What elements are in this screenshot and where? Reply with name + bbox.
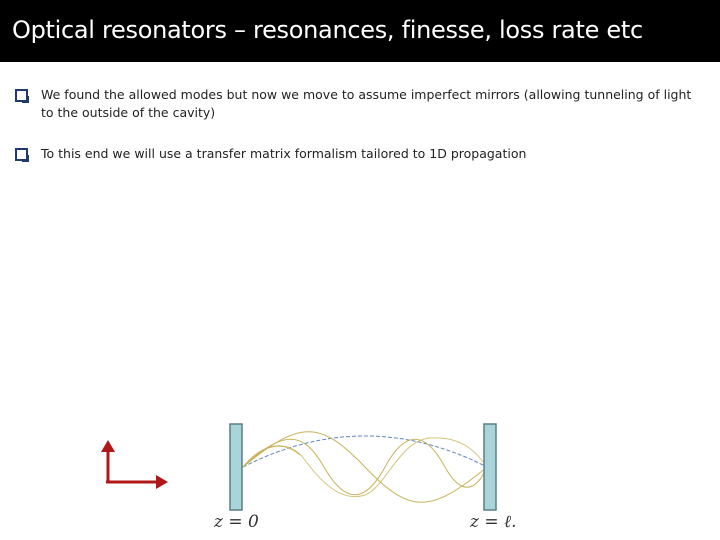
checkbox-bullet-icon xyxy=(15,89,28,102)
right-position-label: z = ℓ. xyxy=(470,512,517,532)
cavity-modes xyxy=(243,432,487,503)
title-bar xyxy=(0,0,720,62)
checkbox-bullet-icon xyxy=(15,148,28,161)
bullet-text: To this end we will use a transfer matrix formalism tailored to 1D propagation xyxy=(41,146,527,161)
bullet-item xyxy=(15,145,705,163)
bullet-item xyxy=(15,86,705,122)
bullet-text: We found the allowed modes but now we move to assume imperfect mirrors (allowing tunneling of light to the outside of the cavity) xyxy=(41,87,692,120)
slide-title: Optical resonators – resonances, finesse, loss rate etc xyxy=(12,16,643,44)
axis-arrows-icon xyxy=(101,440,168,489)
right-mirror xyxy=(484,424,496,510)
left-mirror xyxy=(230,424,242,510)
left-position-label: z = 0 xyxy=(214,512,259,532)
mode-gold-3 xyxy=(243,446,300,467)
cavity-diagram xyxy=(0,400,720,540)
